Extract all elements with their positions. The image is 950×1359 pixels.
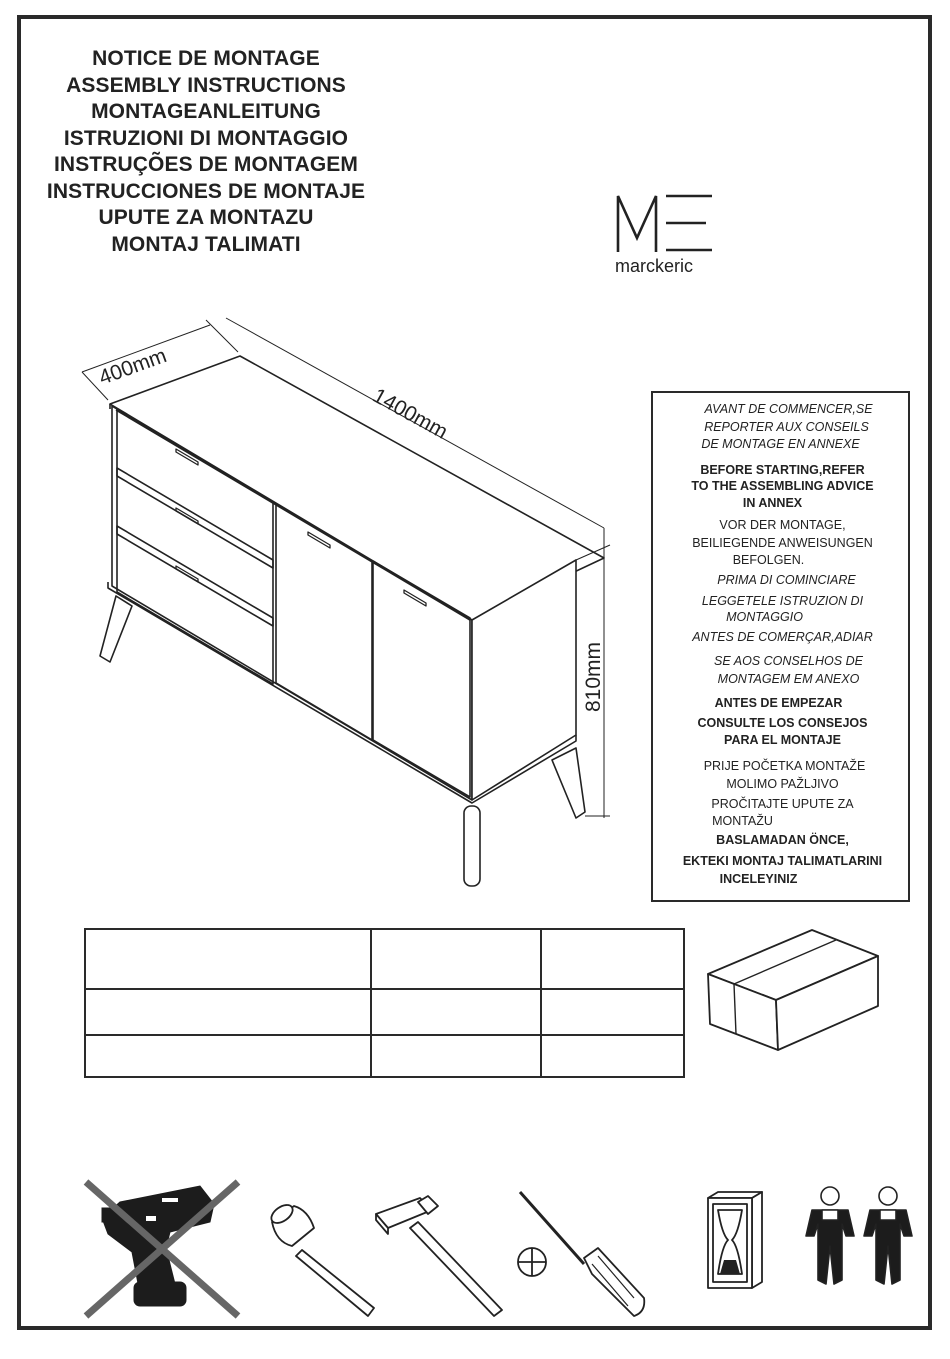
notice-line: BASLAMADAN ÖNCE, [716, 833, 849, 847]
notice-line: REPORTER AUX CONSEILS [704, 420, 869, 434]
notice-line: ANTES DE COMERÇAR,ADIAR [692, 630, 873, 644]
table-cell [85, 1035, 371, 1077]
phillips-screwdriver-icon [508, 1186, 658, 1326]
notice-line: VOR DER MONTAGE, [719, 518, 846, 532]
title-en: ASSEMBLY INSTRUCTIONS [66, 73, 346, 97]
table-row [85, 1035, 684, 1077]
table-cell [541, 929, 684, 989]
table-row [85, 989, 684, 1035]
notice-line: CONSULTE LOS CONSEJOS [697, 716, 868, 730]
height-dimension: 810mm [582, 641, 605, 712]
title-fr: NOTICE DE MONTAGE [92, 47, 320, 70]
hourglass-icon [698, 1188, 770, 1296]
title-de: MONTAGEANLEITUNG [91, 100, 321, 123]
notice-line: BEFOLGEN. [732, 553, 805, 567]
parts-table [84, 928, 685, 1078]
notice-line: DE MONTAGE EN ANNEXE [701, 437, 860, 451]
notice-line: IN ANNEX [742, 496, 803, 510]
advice-notice-box [651, 391, 910, 902]
table-cell [85, 929, 371, 989]
title-pt: INSTRUÇÕES DE MONTAGEM [54, 153, 358, 176]
table-cell [371, 1035, 541, 1077]
title-hr: UPUTE ZA MONTAZU [98, 206, 314, 229]
notice-line: MONTAGGIO [726, 610, 803, 624]
title-it: ISTRUZIONI DI MONTAGGIO [63, 126, 349, 150]
width-dimension: 1400mm [368, 384, 452, 444]
brand-name: marckeric [615, 256, 694, 276]
notice-line: AVANT DE COMMENCER,SE [704, 402, 873, 416]
two-people-icon [800, 1184, 925, 1294]
hammer-icon [368, 1192, 518, 1324]
notice-line: MONTAGEM EM ANEXO [717, 672, 860, 686]
notice-line: ANTES DE EMPEZAR [714, 696, 843, 710]
notice-line: PRIJE POČETKA MONTAŽE [703, 759, 866, 773]
table-cell [371, 929, 541, 989]
notice-line: MONTAŽU [712, 814, 773, 828]
notice-line: MOLIMO PAŽLJIVO [726, 777, 839, 791]
mallet-icon [258, 1198, 383, 1323]
title-tr: MONTAJ TALIMATI [111, 232, 301, 256]
no-power-drill-icon [80, 1178, 245, 1323]
notice-line: LEGGETELE ISTRUZION DI [701, 594, 864, 608]
package-box-icon [700, 924, 890, 1054]
notice-line: BEILIEGENDE ANWEISUNGEN [692, 536, 873, 550]
notice-line: PROČITAJTE UPUTE ZA [711, 797, 854, 811]
title-es: INSTRUCCIONES DE MONTAJE [46, 179, 366, 203]
table-cell [541, 989, 684, 1035]
notice-line: EKTEKI MONTAJ TALIMATLARINI [682, 854, 883, 868]
depth-dimension: 400mm [96, 344, 170, 390]
table-row [85, 929, 684, 989]
notice-line: SE AOS CONSELHOS DE [714, 654, 863, 668]
notice-line: BEFORE STARTING,REFER [700, 463, 865, 477]
notice-line: TO THE ASSEMBLING ADVICE [691, 479, 874, 493]
notice-line: INCELEYINIZ [719, 872, 798, 886]
notice-line: PARA EL MONTAJE [724, 733, 841, 747]
table-cell [85, 989, 371, 1035]
table-cell [371, 989, 541, 1035]
notice-line: PRIMA DI COMINCIARE [717, 573, 856, 587]
table-cell [541, 1035, 684, 1077]
